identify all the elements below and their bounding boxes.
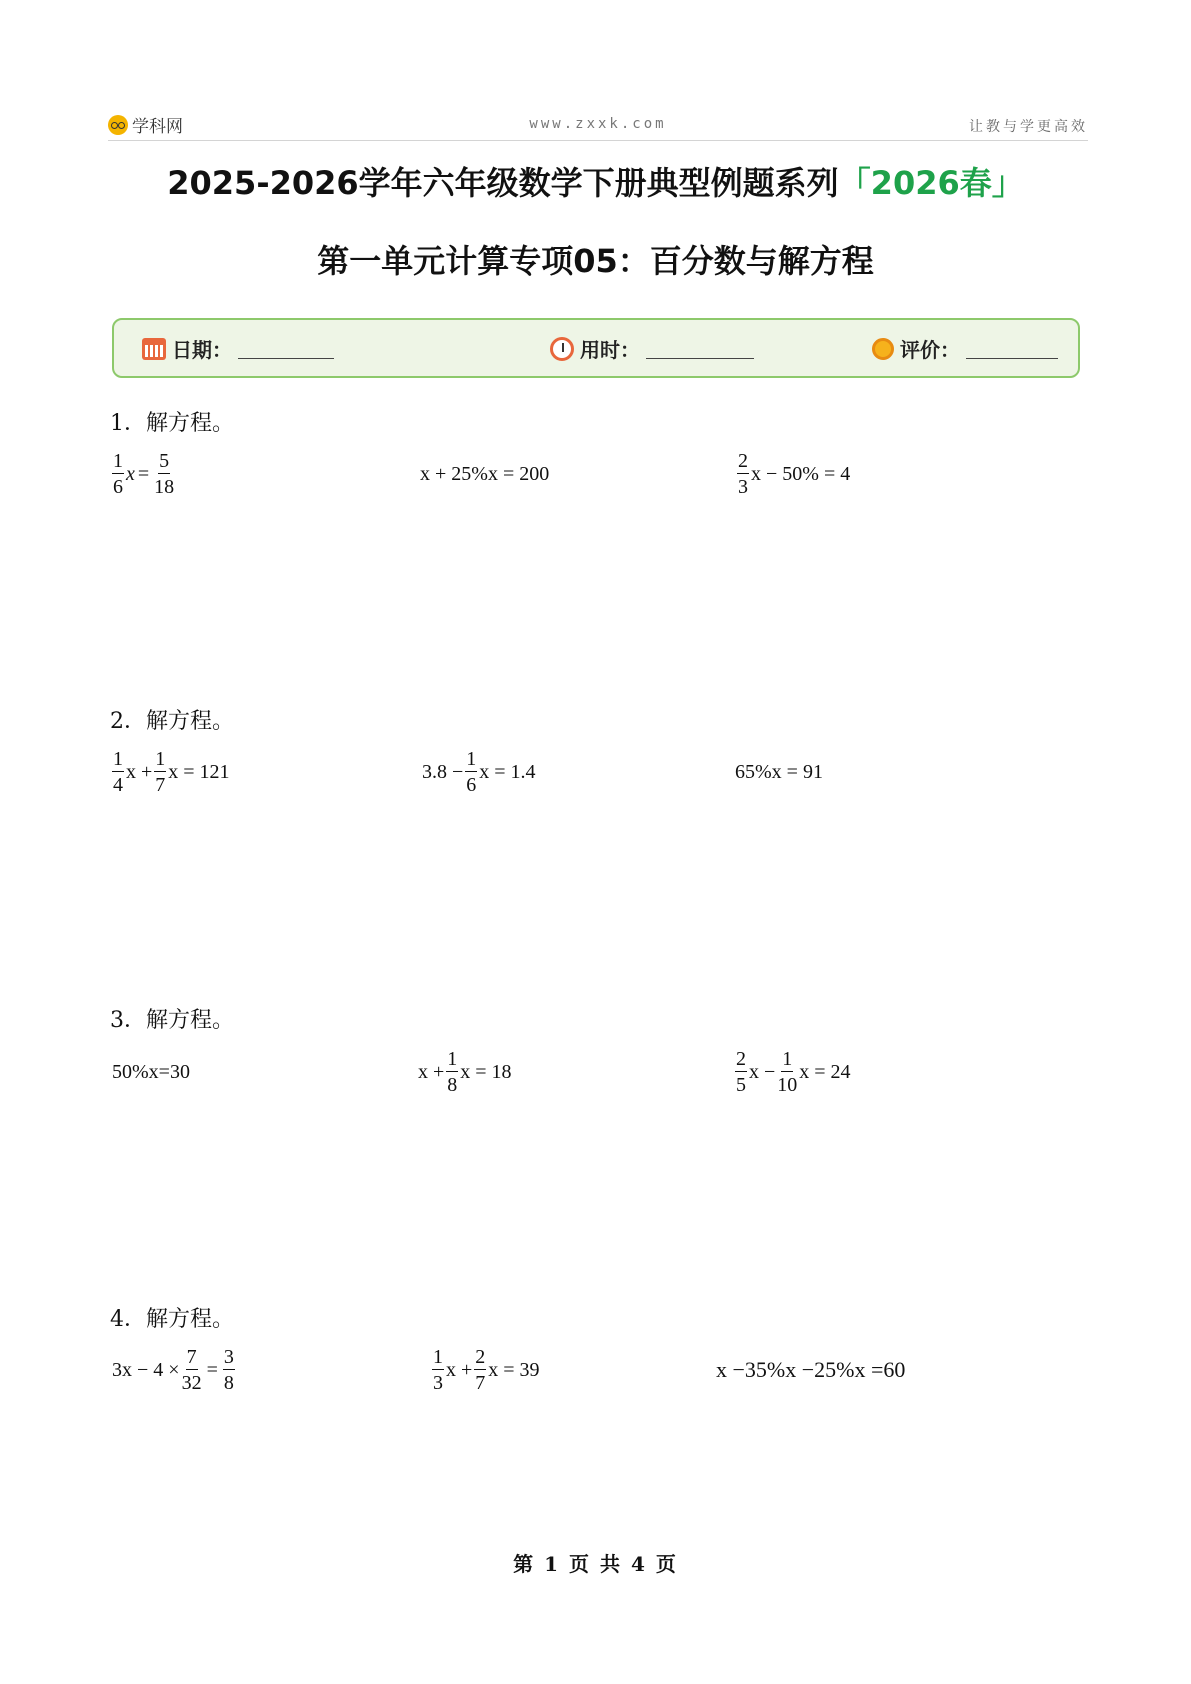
equation-1b: x + 25%x = 200 [420, 462, 550, 485]
equation-4b: $\frac{1}{3}$ x + $\frac{2}{7}$ x = 39 [433, 1346, 540, 1394]
rating-field [872, 334, 1058, 363]
date-field [142, 334, 334, 363]
date-blank[interactable] [238, 338, 334, 359]
question-4-heading: 4．解方程。 [110, 1307, 234, 1332]
slogan: 让教与学更高效 [969, 119, 1088, 135]
site-url: www.zxxk.com [529, 116, 667, 132]
title-tag: 「2026春」 [838, 164, 1024, 202]
equation-2b: 3.8 − $\frac{1}{6}$ x = 1.4 [422, 748, 536, 796]
document-subtitle: 第一单元计算专项05：百分数与解方程 [317, 242, 874, 280]
document-title [0, 158, 1191, 204]
time-field [550, 334, 754, 363]
equation-2c: 65%x = 91 [735, 760, 823, 783]
equation-4c: x −35%x −25%x =60 [716, 1357, 906, 1382]
equation-3b: x + $\frac{1}{8}$ x = 18 [418, 1048, 512, 1096]
time-blank[interactable] [646, 338, 754, 359]
header-divider [108, 140, 1088, 141]
equation-1a: $\frac{1}{6}$ x = $\frac{5}{18}$ [113, 450, 175, 498]
equation-3c: $\frac{2}{5}$ x − $\frac{1}{10}$ x = 24 [736, 1048, 851, 1096]
question-2-heading: 2．解方程。 [110, 709, 234, 734]
date-label: 日期： [172, 338, 232, 362]
rating-blank[interactable] [966, 338, 1058, 359]
calendar-icon [142, 338, 166, 360]
logo-text: 学科网 [132, 117, 183, 137]
equation-3a: 50%x=30 [112, 1060, 190, 1083]
question-1-heading: 1．解方程。 [110, 411, 234, 436]
title-main: 2025-2026学年六年级数学下册典型例题系列 [167, 164, 839, 202]
page-footer: 第 1 页 共 4 页 [513, 1552, 678, 1576]
info-box [112, 318, 1080, 378]
question-3-heading: 3．解方程。 [110, 1008, 234, 1033]
medal-icon [872, 338, 894, 360]
clock-icon [550, 337, 574, 361]
equation-1c: $\frac{2}{3}$ x − 50% = 4 [738, 450, 851, 498]
equation-2a: $\frac{1}{4}$ x + $\frac{1}{7}$ x = 121 [113, 748, 230, 796]
page-header [108, 112, 1088, 142]
equation-4a: 3x − 4 × $\frac{7}{32}$ = $\frac{3}{8}$ [112, 1346, 234, 1394]
time-label: 用时： [580, 338, 640, 362]
rating-label: 评价： [900, 338, 960, 362]
